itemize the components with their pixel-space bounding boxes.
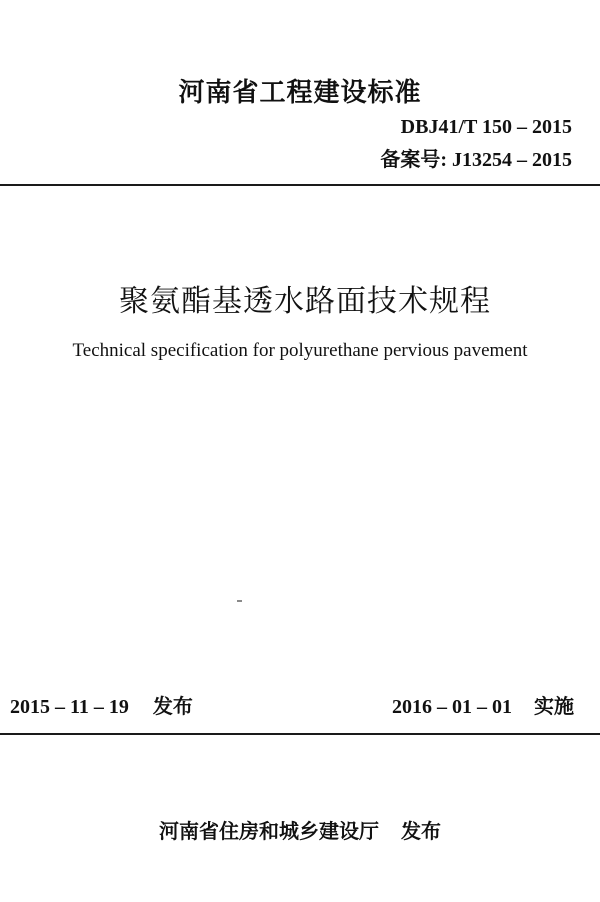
issue-date: 2015 – 11 – 19 — [10, 696, 129, 718]
publisher-block — [0, 815, 600, 844]
publisher-name: 河南省住房和城乡建设厅 — [159, 819, 379, 843]
implementation-label: 实施 — [534, 694, 574, 718]
implementation-date: 2016 – 01 – 01 — [392, 696, 512, 718]
implementation-date-block — [392, 690, 574, 719]
issue-label: 发布 — [152, 694, 193, 718]
issue-date-block — [10, 690, 193, 719]
standard-code: DBJ41/T 150 – 2015 — [400, 116, 572, 138]
standard-series-title: 河南省工程建设标准 — [178, 78, 422, 108]
publisher-label: 发布 — [401, 819, 441, 843]
record-number: 备案号: J13254 – 2015 — [380, 149, 572, 171]
bottom-divider — [0, 733, 600, 735]
print-speck — [237, 600, 242, 602]
english-title: Technical specification for polyurethane pervious pavement — [72, 340, 528, 361]
chinese-title: 聚氨酯基透水路面技术规程 — [119, 284, 491, 319]
top-divider — [0, 184, 600, 186]
